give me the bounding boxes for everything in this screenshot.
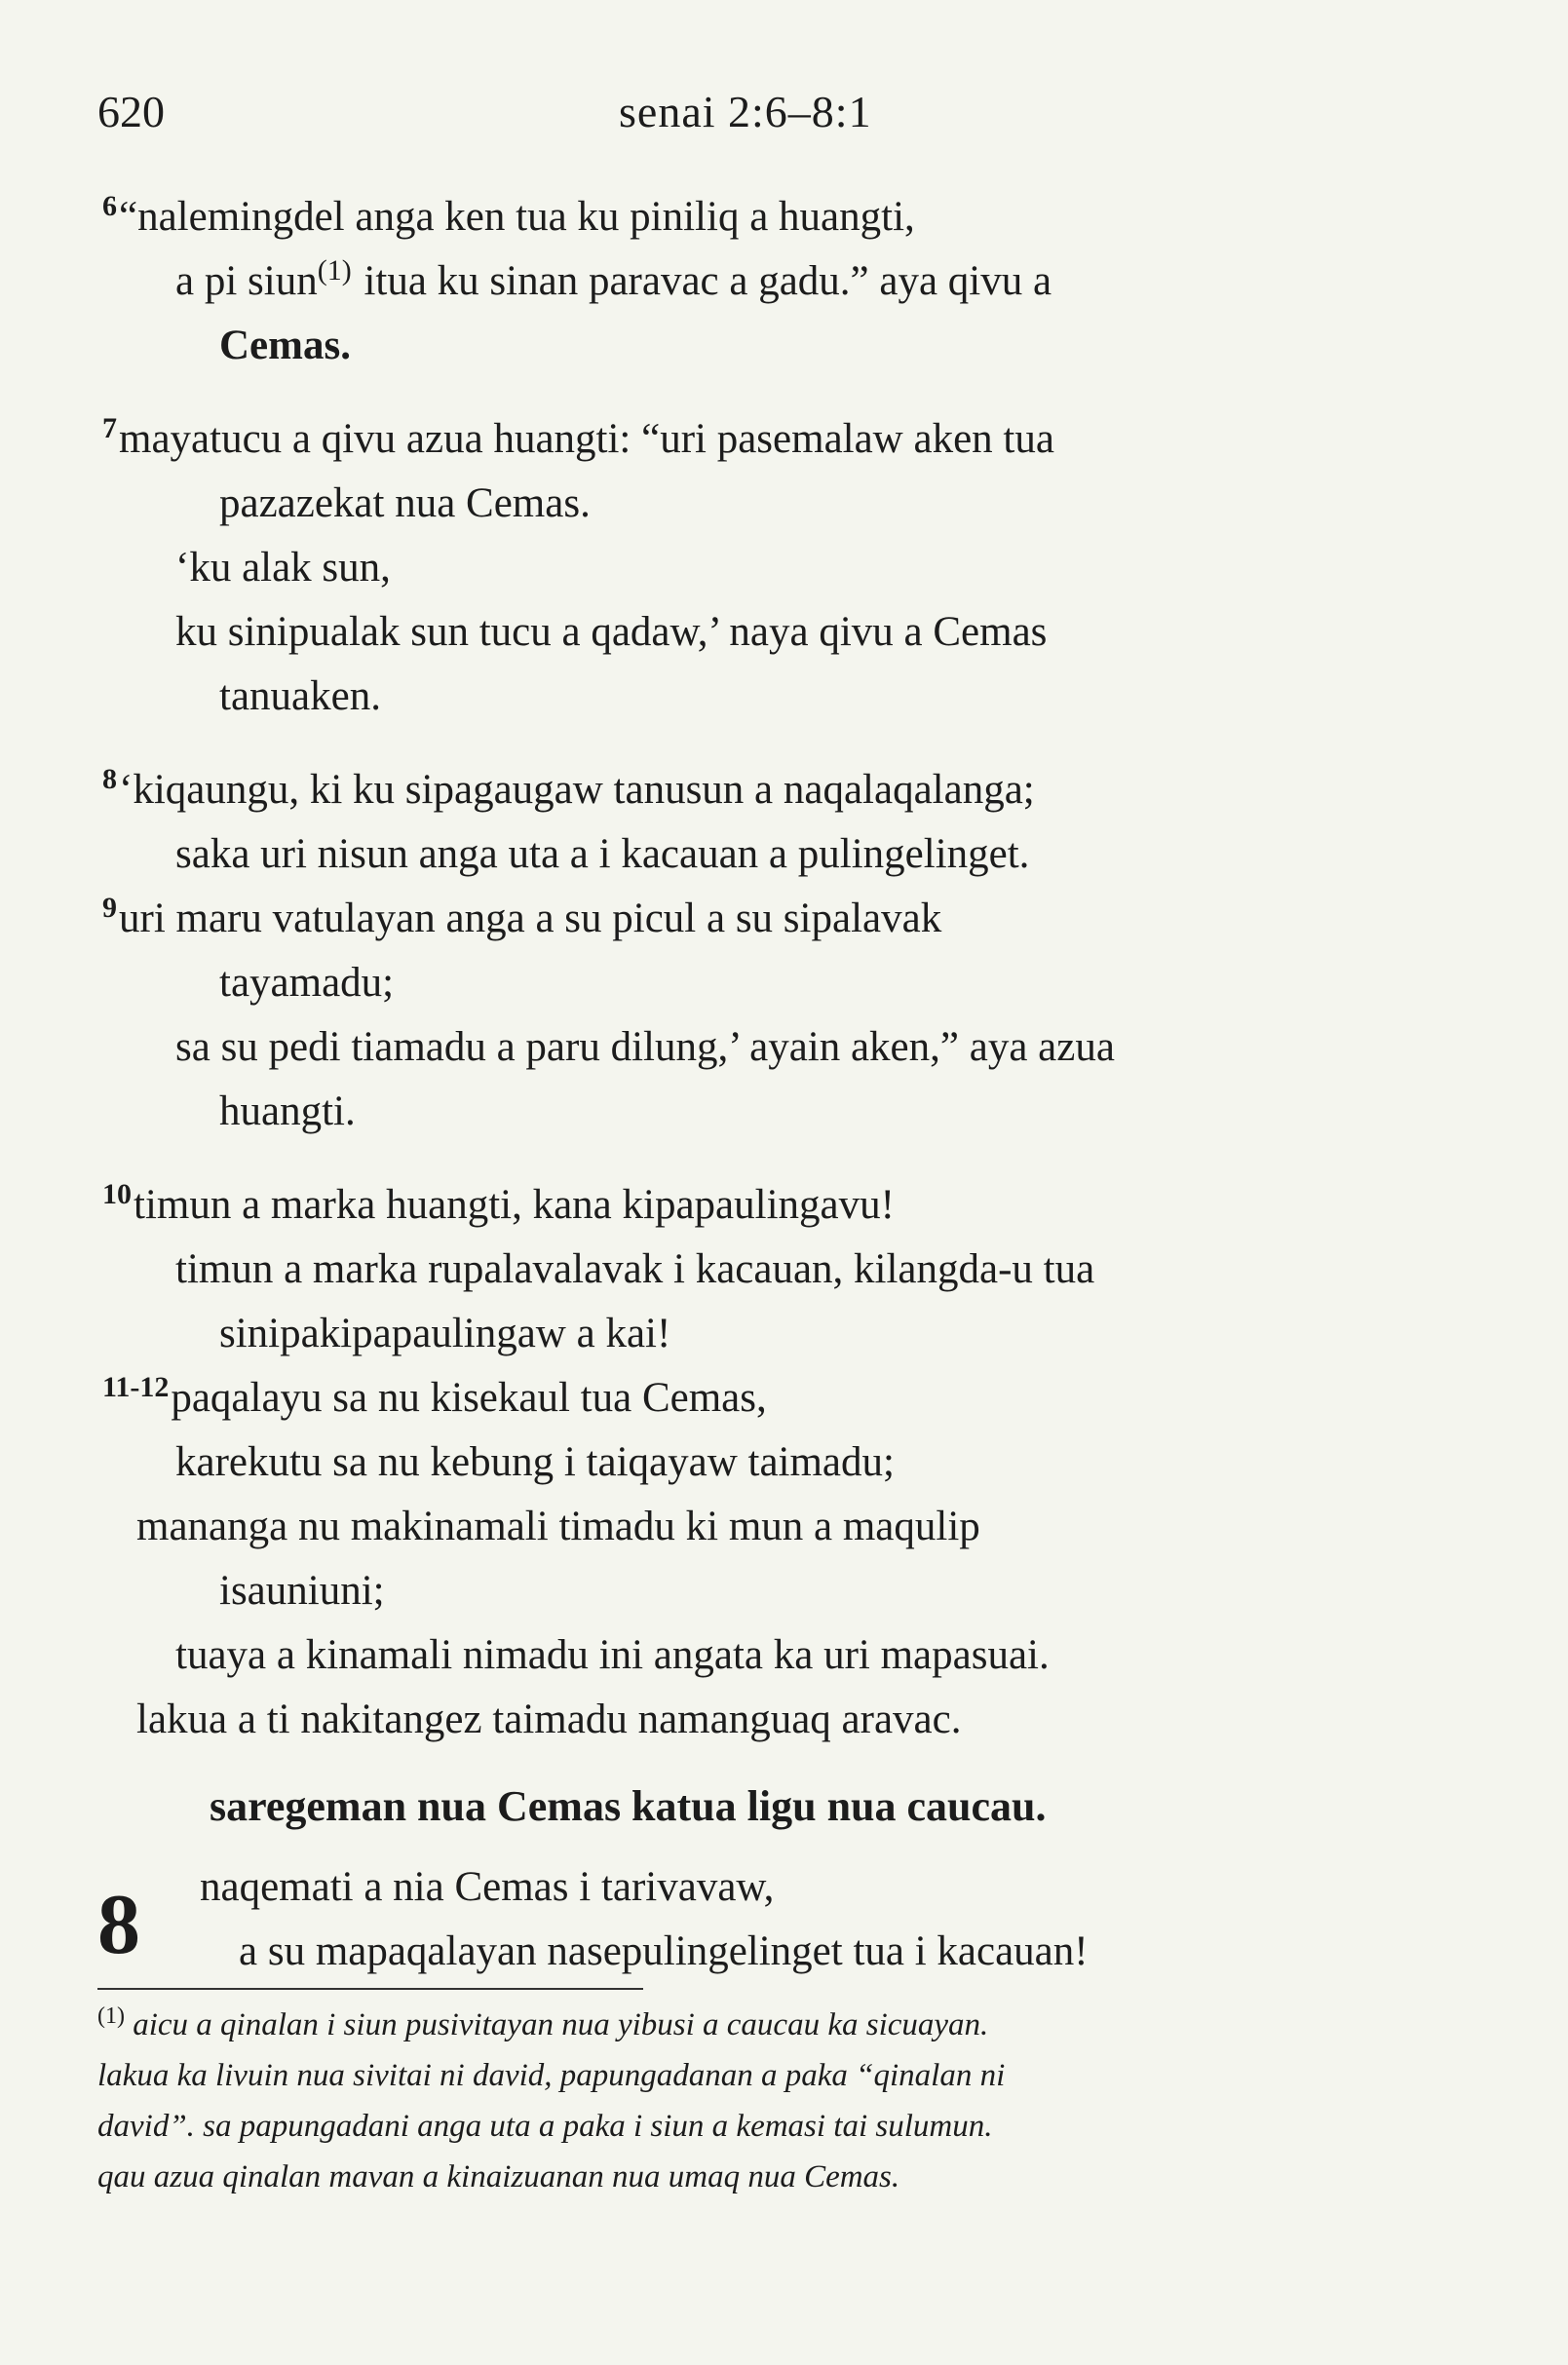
- verse-line: [117, 1430, 1423, 1495]
- verse-number: 6: [102, 189, 117, 222]
- page-header: [97, 86, 1471, 144]
- verse-number: 11-12: [102, 1370, 170, 1403]
- verse-line: [117, 1015, 1423, 1080]
- verse-text: sinipakipapaulingaw a kai!: [219, 1311, 671, 1356]
- stanza: [102, 887, 1423, 1144]
- verse-line: [117, 1238, 1423, 1302]
- stanza: [102, 407, 1423, 729]
- verse-line: [117, 1688, 1423, 1752]
- verse-line: [117, 314, 1423, 378]
- verse-text: huangti.: [219, 1088, 356, 1134]
- verse-text: lakua a ti nakitangez taimadu namanguaq aravac.: [136, 1697, 962, 1742]
- verse-text: itua ku sinan paravac a gadu.” aya qivu a: [353, 258, 1052, 304]
- chapter-opening: [200, 1855, 1089, 1984]
- verse-line: [200, 1855, 1089, 1920]
- footnote-marker: (1): [97, 2003, 125, 2029]
- footnote-line: [97, 2000, 1442, 2050]
- verse-text: ‘kiqaungu, ki ku sipagaugaw tanusun a naqalaqalanga;: [119, 767, 1035, 813]
- verse-text: a su mapaqalayan nasepulingelinget tua i kacauan!: [239, 1928, 1089, 1974]
- stanza: [102, 185, 1423, 378]
- verse-body: [102, 185, 1423, 1781]
- verse-line: [102, 407, 1423, 472]
- stanza: [102, 758, 1423, 887]
- verse-line: [117, 472, 1423, 536]
- verse-text: mayatucu a qivu azua huangti: “uri pasemalaw aken tua: [119, 416, 1054, 462]
- verse-text: timun a marka rupalavalavak i kacauan, kilangda-u tua: [175, 1246, 1095, 1292]
- verse-text: “nalemingdel anga ken tua ku piniliq a huangti,: [119, 194, 915, 240]
- stanza: [102, 1366, 1423, 1752]
- verse-line: [102, 758, 1423, 822]
- verse-text: pazazekat nua Cemas.: [219, 480, 591, 526]
- verse-text: ku sinipualak sun tucu a qadaw,’ naya qivu a Cemas: [175, 609, 1048, 655]
- footnote-text: lakua ka livuin nua sivitai ni david, papungadanan a paka “qinalan ni: [97, 2058, 1006, 2093]
- verse-text: tayamadu;: [219, 960, 395, 1006]
- footnote-text: qau azua qinalan mavan a kinaizuanan nua umaq nua Cemas.: [97, 2159, 900, 2194]
- verse-line: [102, 887, 1423, 951]
- verse-text: ‘ku alak sun,: [175, 545, 391, 591]
- verse-line: [102, 1366, 1423, 1430]
- verse-text: uri maru vatulayan anga a su picul a su sipalavak: [119, 896, 942, 941]
- verse-text: tuaya a kinamali nimadu ini angata ka uri mapasuai.: [175, 1632, 1050, 1678]
- verse-number: 7: [102, 411, 117, 444]
- verse-line: [117, 822, 1423, 887]
- verse-text: isauniuni;: [219, 1568, 385, 1614]
- verse-line: [117, 249, 1423, 314]
- verse-text: sa su pedi tiamadu a paru dilung,’ ayain aken,” aya azua: [175, 1024, 1115, 1070]
- verse-text: saka uri nisun anga uta a i kacauan a pulingelinget.: [175, 831, 1030, 877]
- footnote-text: aicu a qinalan i siun pusivitayan nua yibusi a caucau ka sicuayan.: [133, 2007, 989, 2042]
- running-head: senai 2:6–8:1: [619, 87, 872, 136]
- verse-line: [117, 536, 1423, 600]
- verse-line: [102, 1173, 1423, 1238]
- verse-text: naqemati a nia Cemas i tarivavaw,: [200, 1864, 775, 1910]
- verse-line: [102, 185, 1423, 249]
- verse-line: [117, 600, 1423, 665]
- verse-text: mananga nu makinamali timadu ki mun a maqulip: [136, 1504, 980, 1549]
- verse-text: paqalayu sa nu kisekaul tua Cemas,: [171, 1375, 767, 1421]
- divine-name: Cemas.: [219, 323, 351, 368]
- verse-line: [117, 951, 1423, 1015]
- footnote-reference: (1): [317, 253, 352, 286]
- footnote-line: [97, 2050, 1442, 2101]
- verse-line: [200, 1920, 1089, 1984]
- footnote-divider: [97, 1988, 643, 1990]
- verse-number: 9: [102, 891, 117, 924]
- verse-line: [117, 665, 1423, 729]
- chapter-number: 8: [97, 1878, 140, 1972]
- page-number: 620: [97, 87, 165, 136]
- section-heading: saregeman nua Cemas katua ligu nua caucau.: [210, 1782, 1047, 1830]
- verse-line: [117, 1623, 1423, 1688]
- verse-line: [117, 1559, 1423, 1623]
- verse-text: tanuaken.: [219, 673, 381, 719]
- verse-number: 8: [102, 762, 117, 795]
- footnote: [97, 2000, 1442, 2202]
- verse-number: 10: [102, 1177, 132, 1210]
- footnote-text: david”. sa papungadani anga uta a paka i siun a kemasi tai sulumun.: [97, 2109, 993, 2144]
- footnote-line: [97, 2152, 1442, 2202]
- verse-text: timun a marka huangti, kana kipapaulingavu!: [134, 1182, 895, 1228]
- verse-line: [117, 1080, 1423, 1144]
- verse-line: [117, 1495, 1423, 1559]
- verse-line: [117, 1302, 1423, 1366]
- verse-text: a pi siun: [175, 258, 318, 304]
- footnote-line: [97, 2101, 1442, 2152]
- stanza: [102, 1173, 1423, 1366]
- verse-text: karekutu sa nu kebung i taiqayaw taimadu;: [175, 1439, 895, 1485]
